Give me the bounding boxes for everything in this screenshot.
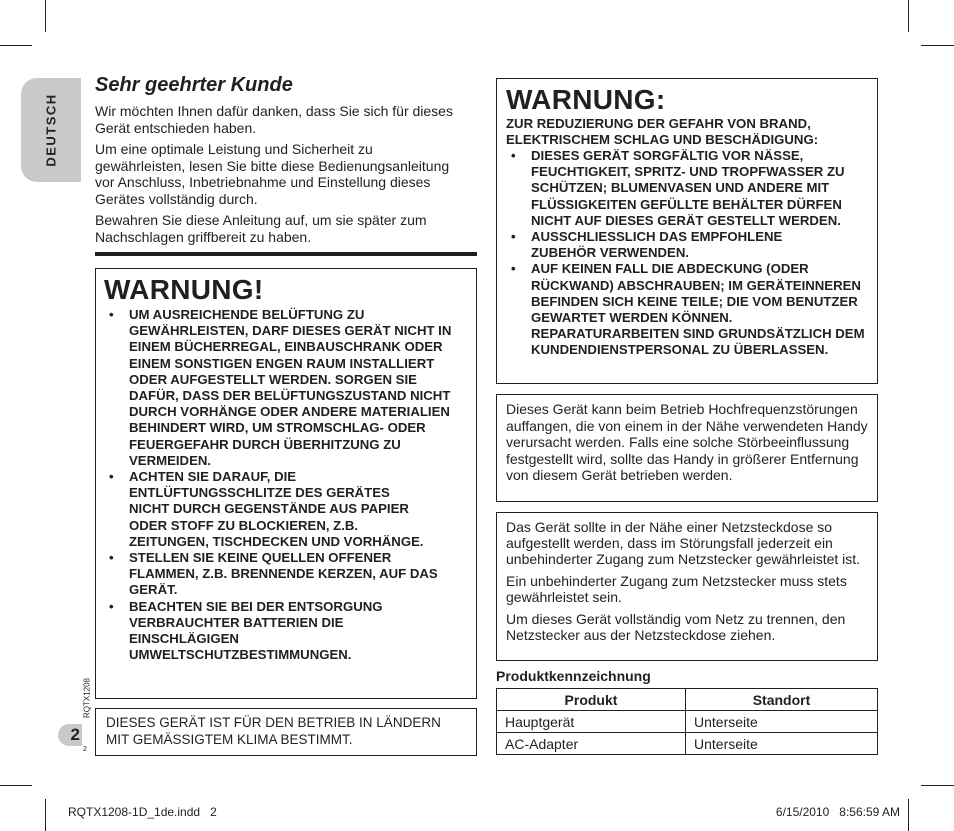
interference-note-text: Dieses Gerät kann beim Betrieb Hochfrequenzstörungen auffangen, die von einem in der Nähe verwendeten Handy verursacht werden. Falls eine solche Störbeeinflussung festgestellt wird, sollte das Handy in größerer Entfernung von diesem Gerät betrieben werden.: [506, 401, 868, 483]
outlet-note-box: [496, 512, 878, 661]
list-item-text: ACHTEN SIE DARAUF, DIE ENTLÜFTUNGSSCHLITZE DES GERÄTES NICHT DURCH GEGENSTÄNDE AUS PAPIER ODER STOFF ZU BLOCKIEREN, Z.B. ZEITUNGEN, TISCHDECKEN UND VORHÄNGE.: [129, 469, 424, 549]
table-cell: AC-Adapter: [497, 733, 686, 755]
bullet-icon: •: [109, 550, 114, 566]
warning-list: [506, 148, 868, 359]
doc-code: [80, 672, 94, 724]
crop-mark: [45, 0, 46, 32]
footer-file-name: RQTX1208-1D_1de.indd 2: [68, 805, 217, 819]
crop-mark: [921, 785, 954, 786]
bullet-icon: •: [109, 307, 114, 322]
page-number-tab: [58, 724, 82, 746]
outlet-note-paragraph: Um dieses Gerät vollständig vom Netz zu trennen, den Netzstecker aus der Netzsteckdose ziehen.: [506, 611, 846, 643]
language-tab: [21, 78, 81, 182]
list-item: [104, 550, 439, 599]
warning-list: [104, 307, 468, 663]
warning-box-moisture: [496, 78, 878, 384]
table-cell: Unterseite: [686, 733, 878, 755]
bullet-icon: •: [511, 229, 516, 245]
doc-code-label: RQTX1208: [82, 677, 92, 719]
interference-note-box: [496, 394, 878, 502]
small-page-number: 2: [83, 746, 87, 753]
warning-title: WARNUNG!: [104, 274, 264, 305]
list-item-text: UM AUSREICHENDE BELÜFTUNG ZU GEWÄHRLEISTEN, DARF DIESES GERÄT NICHT IN EINEM BÜCHERREGAL, EINBAUSCHRANK ODER EINEM SONSTIGEN ENGEN RAUM INSTALLIERT ODER AUFGESTELLT WERDEN. SORGEN SIE DAFÜR, DASS DER BELÜFTUNGSZUSTAND NICHT DURCH VORHÄNGE ODER ANDERE MATERIALIEN BEHINDERT WIRD, UM STROMSCHLAG- ODER FEUERGEFAHR DURCH ÜBERHITZUNG ZU VERMEIDEN.: [129, 307, 452, 468]
section-divider: [95, 252, 477, 256]
column-header: Produkt: [497, 689, 686, 711]
intro-heading: Sehr geehrter Kunde: [95, 74, 293, 96]
list-item: [104, 469, 429, 550]
crop-mark: [0, 785, 32, 786]
table-cell: Unterseite: [686, 711, 878, 733]
list-item-text: BEACHTEN SIE BEI DER ENTSORGUNG VERBRAUCHTER BATTERIEN DIE EINSCHLÄGIGEN UMWELTSCHUTZBESTIMMUNGEN.: [129, 598, 383, 663]
list-item-text: STELLEN SIE KEINE QUELLEN OFFENER FLAMMEN, Z.B. BRENNENDE KERZEN, AUF DAS GERÄT.: [129, 550, 438, 598]
crop-mark: [921, 45, 954, 46]
intro-paragraph: Um eine optimale Leistung und Sicherheit zu gewährleisten, lesen Sie bitte diese Bedienungsanleitung vor Anschluss, Inbetriebnahme und Einstellung dieses Gerätes vollständig durch.: [95, 141, 450, 207]
list-item: [104, 599, 404, 664]
intro-section: [95, 74, 475, 250]
table-row: [497, 733, 878, 755]
climate-note-box: [95, 708, 477, 756]
bullet-icon: •: [109, 598, 114, 614]
table-header-row: [497, 689, 878, 711]
bullet-icon: •: [109, 469, 114, 485]
intro-paragraph: Wir möchten Ihnen dafür danken, dass Sie sich für dieses Gerät entschieden haben.: [95, 103, 453, 136]
warning-lead: ZUR REDUZIERUNG DER GEFAHR VON BRAND, ELEKTRISCHEM SCHLAG UND BESCHÄDIGUNG:: [506, 116, 819, 147]
crop-mark: [908, 0, 909, 32]
crop-mark: [45, 799, 46, 831]
crop-mark: [0, 45, 32, 46]
language-tab-label: DEUTSCH: [43, 93, 59, 167]
warning-box-ventilation: [95, 268, 477, 699]
list-item: [104, 307, 452, 469]
climate-note-text: DIESES GERÄT IST FÜR DEN BETRIEB IN LÄNDERN MIT GEMÄSSIGTEM KLIMA BESTIMMT.: [106, 715, 441, 747]
list-item-text: AUF KEINEN FALL DIE ABDECKUNG (ODER RÜCKWAND) ABSCHRAUBEN; IM GERÄTEINNEREN BEFINDEN SICH KEINE TEILE; DIE VOM BENUTZER GEWARTET WERDEN KÖNNEN. REPARATURARBEITEN SIND GRUNDSÄTZLICH DEM KUNDENDIENSTPERSONAL ZU ÜBERLASSEN.: [531, 261, 865, 358]
footer-datetime: 6/15/2010 8:56:59 AM: [775, 805, 900, 819]
list-item-text: AUSSCHLIESSLICH DAS EMPFOHLENE ZUBEHÖR VERWENDEN.: [531, 229, 783, 261]
intro-paragraph: Bewahren Sie diese Anleitung auf, um sie später zum Nachschlagen griffbereit zu haben.: [95, 212, 427, 245]
bullet-icon: •: [511, 148, 516, 163]
product-id-title: Produktkennzeichnung: [496, 668, 651, 684]
list-item: [506, 148, 861, 229]
table-row: [497, 711, 878, 733]
bullet-icon: •: [511, 261, 516, 277]
outlet-note-paragraph: Das Gerät sollte in der Nähe einer Netzsteckdose so aufgestellt werden, dass im Störungsfall jederzeit ein unbehinderter Zugang zum Netzstecker gewährleistet ist.: [506, 519, 861, 567]
list-item-text: DIESES GERÄT SORGFÄLTIG VOR NÄSSE, FEUCHTIGKEIT, SPRITZ- UND TROPFWASSER ZU SCHÜTZEN; BLUMENVASEN UND ANDERE MIT FLÜSSIGKEITEN GEFÜLLTE BEHÄLTER DÜRFEN NICHT AUF DIESES GERÄT GESTELLT WERDEN.: [531, 148, 845, 228]
warning-title: WARNUNG:: [506, 84, 666, 115]
table-cell: Hauptgerät: [497, 711, 686, 733]
crop-mark: [908, 799, 909, 831]
list-item: [506, 261, 866, 358]
outlet-note-paragraph: Ein unbehinderter Zugang zum Netzstecker muss stets gewährleistet sein.: [506, 573, 847, 605]
list-item: [506, 229, 816, 261]
product-id-table: [496, 688, 878, 755]
page-number: 2: [70, 725, 80, 744]
column-header: Standort: [686, 689, 878, 711]
